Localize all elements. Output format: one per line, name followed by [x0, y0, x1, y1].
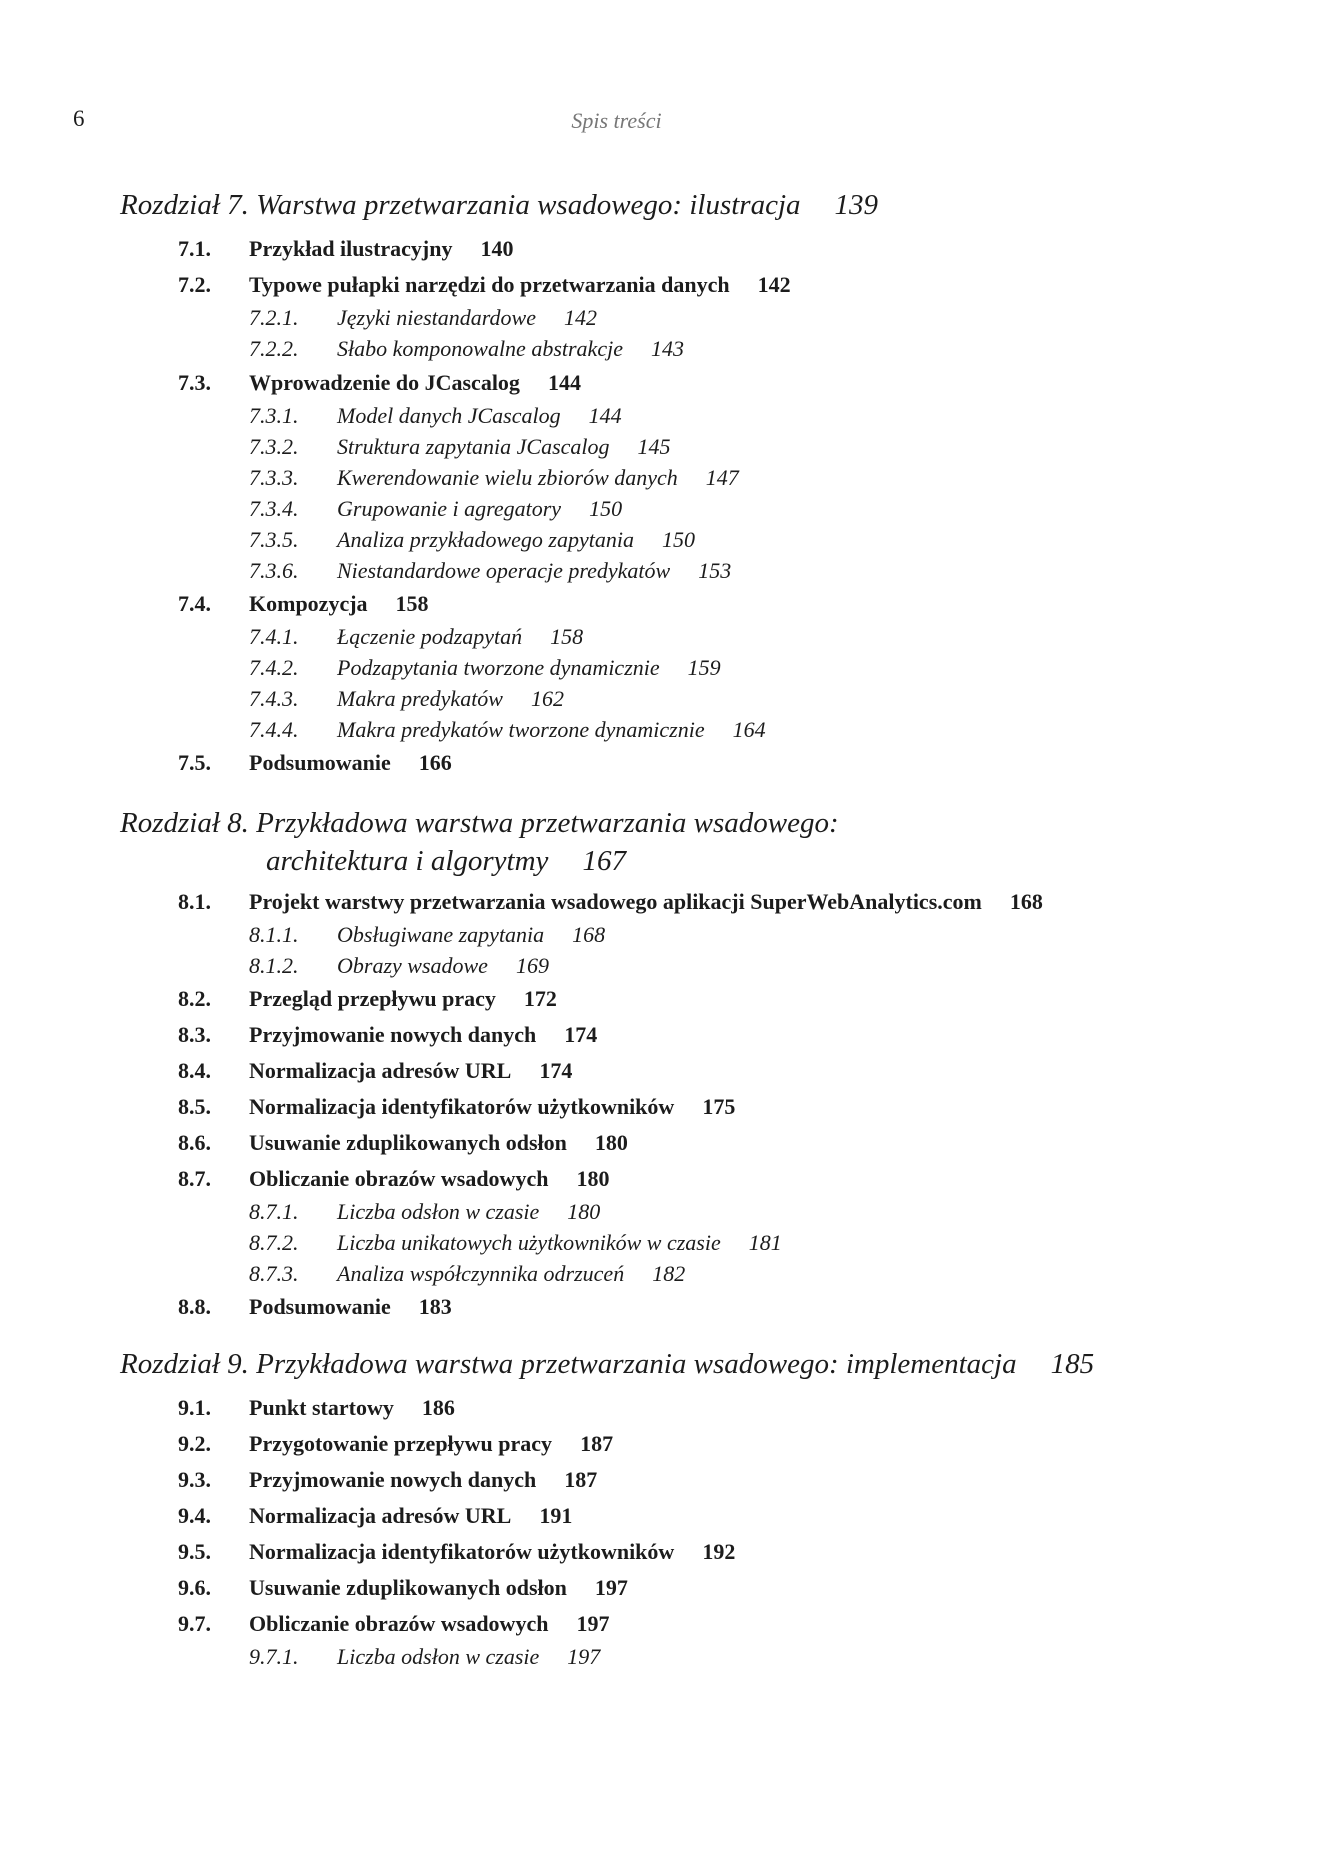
page-number: 6 — [73, 106, 85, 131]
entry-title: Usuwanie zduplikowanych odsłon — [249, 1130, 567, 1155]
entry-number: 7.3.2. — [249, 434, 299, 459]
entry-title: Słabo komponowalne abstrakcje — [337, 336, 623, 361]
entry-number: 7.4.3. — [249, 686, 299, 711]
entry-number: 8.5. — [178, 1094, 211, 1119]
entry-number: 9.2. — [178, 1431, 211, 1456]
entry-title: Kwerendowanie wielu zbiorów danych — [337, 465, 678, 490]
entry-number: 7.2.1. — [249, 305, 299, 330]
entry-page: 180 — [576, 1166, 610, 1191]
entry-title: Model danych JCascalog — [337, 403, 561, 428]
entry-page: 140 — [480, 236, 514, 261]
entry-page: 153 — [698, 558, 732, 583]
toc-entry-7-4-1[interactable] — [249, 623, 583, 651]
entry-title: Obsługiwane zapytania — [337, 922, 545, 947]
toc-entry-8-1-1[interactable] — [249, 921, 605, 949]
entry-title: Przykład ilustracyjny — [249, 236, 453, 261]
entry-title: Liczba unikatowych użytkowników w czasie — [337, 1230, 721, 1255]
toc-entry-8-7-3[interactable] — [249, 1260, 685, 1288]
entry-page: 197 — [576, 1611, 610, 1636]
entry-number: 8.1.2. — [249, 953, 299, 978]
entry-number: 9.5. — [178, 1539, 211, 1564]
entry-title: Liczba odsłon w czasie — [337, 1644, 540, 1669]
chapter-7-heading[interactable] — [120, 186, 878, 224]
entry-title: Obrazy wsadowe — [337, 953, 488, 978]
toc-entry-8-7[interactable] — [178, 1165, 609, 1193]
chapter-page: 139 — [834, 189, 879, 221]
toc-entry-9-1[interactable] — [178, 1394, 455, 1422]
entry-page: 169 — [515, 953, 549, 978]
entry-page: 158 — [550, 624, 584, 649]
toc-entry-7-4-3[interactable] — [249, 685, 564, 713]
entry-title: Przyjmowanie nowych danych — [249, 1022, 537, 1047]
entry-number: 7.2.2. — [249, 336, 299, 361]
entry-number: 7.3.6. — [249, 558, 299, 583]
toc-entry-7-5[interactable] — [178, 749, 452, 777]
entry-page: 159 — [687, 655, 721, 680]
entry-number: 9.7.1. — [249, 1644, 299, 1669]
entry-page: 142 — [563, 305, 597, 330]
entry-title: Niestandardowe operacje predykatów — [337, 558, 671, 583]
entry-number: 8.8. — [178, 1294, 211, 1319]
toc-entry-8-4[interactable] — [178, 1057, 572, 1085]
entry-page: 150 — [661, 527, 695, 552]
entry-title: Normalizacja adresów URL — [249, 1058, 512, 1083]
entry-title: Analiza współczynnika odrzuceń — [337, 1261, 625, 1286]
entry-page: 197 — [567, 1644, 601, 1669]
entry-title: Punkt startowy — [249, 1395, 394, 1420]
entry-number: 8.3. — [178, 1022, 211, 1047]
toc-entry-7-4-4[interactable] — [249, 716, 766, 744]
chapter-page: 185 — [1050, 1348, 1095, 1380]
toc-entry-8-2[interactable] — [178, 985, 557, 1013]
entry-page: 142 — [757, 272, 791, 297]
entry-number: 9.7. — [178, 1611, 211, 1636]
toc-entry-8-7-2[interactable] — [249, 1229, 782, 1257]
toc-entry-9-3[interactable] — [178, 1466, 597, 1494]
toc-entry-9-2[interactable] — [178, 1430, 613, 1458]
toc-entry-7-3-2[interactable] — [249, 433, 671, 461]
entry-title: Makra predykatów tworzone dynamicznie — [337, 717, 705, 742]
entry-number: 7.3.5. — [249, 527, 299, 552]
entry-page: 192 — [702, 1539, 736, 1564]
entry-number: 7.3.1. — [249, 403, 299, 428]
entry-page: 174 — [564, 1022, 598, 1047]
entry-page: 183 — [418, 1294, 452, 1319]
entry-number: 8.4. — [178, 1058, 211, 1083]
entry-title: Przyjmowanie nowych danych — [249, 1467, 537, 1492]
entry-number: 8.7. — [178, 1166, 211, 1191]
entry-page: 144 — [547, 370, 581, 395]
entry-title: Normalizacja identyfikatorów użytkowników — [249, 1094, 675, 1119]
chapter-8-heading[interactable] — [120, 804, 839, 880]
entry-title: Przegląd przepływu pracy — [249, 986, 496, 1011]
entry-number: 7.4.4. — [249, 717, 299, 742]
entry-number: 9.1. — [178, 1395, 211, 1420]
entry-title: Grupowanie i agregatory — [337, 496, 562, 521]
entry-title: Podsumowanie — [249, 1294, 391, 1319]
toc-entry-7-1[interactable] — [178, 235, 514, 263]
entry-number: 9.3. — [178, 1467, 211, 1492]
entry-page: 150 — [589, 496, 623, 521]
toc-entry-8-8[interactable] — [178, 1293, 452, 1321]
entry-page: 174 — [539, 1058, 573, 1083]
toc-entry-7-2-2[interactable] — [249, 335, 684, 363]
entry-page: 186 — [421, 1395, 455, 1420]
toc-entry-7-3-6[interactable] — [249, 557, 731, 585]
toc-entry-8-3[interactable] — [178, 1021, 597, 1049]
toc-entry-7-4[interactable] — [178, 590, 429, 618]
toc-entry-7-3-1[interactable] — [249, 402, 622, 430]
entry-page: 187 — [564, 1467, 598, 1492]
toc-entry-7-3-4[interactable] — [249, 495, 622, 523]
entry-title: Podsumowanie — [249, 750, 391, 775]
entry-number: 7.5. — [178, 750, 211, 775]
entry-number: 8.1.1. — [249, 922, 299, 947]
entry-number: 8.7.2. — [249, 1230, 299, 1255]
chapter-page: 167 — [582, 845, 626, 877]
entry-title: Liczba odsłon w czasie — [337, 1199, 540, 1224]
entry-page: 143 — [650, 336, 684, 361]
toc-entry-9-7[interactable] — [178, 1610, 609, 1638]
entry-title: Podzapytania tworzone dynamicznie — [337, 655, 660, 680]
entry-title: Języki niestandardowe — [337, 305, 536, 330]
entry-page: 182 — [652, 1261, 686, 1286]
toc-entry-7-3[interactable] — [178, 369, 581, 397]
entry-title: Obliczanie obrazów wsadowych — [249, 1611, 549, 1636]
toc-entry-7-2[interactable] — [178, 271, 791, 299]
chapter-title-line1: Rozdział 8. Przykładowa warstwa przetwarzania wsadowego: — [120, 807, 839, 839]
entry-page: 168 — [572, 922, 606, 947]
entry-title: Wprowadzenie do JCascalog — [249, 370, 520, 395]
entry-page: 166 — [418, 750, 452, 775]
entry-title: Makra predykatów — [337, 686, 503, 711]
entry-number: 7.4.1. — [249, 624, 299, 649]
entry-page: 164 — [732, 717, 766, 742]
entry-title: Kompozycja — [249, 591, 368, 616]
chapter-title-line2: architektura i algorytmy — [266, 845, 549, 877]
entry-number: 8.6. — [178, 1130, 211, 1155]
entry-page: 162 — [530, 686, 564, 711]
entry-title: Przygotowanie przepływu pracy — [249, 1431, 553, 1456]
toc-entry-9-7-1[interactable] — [249, 1643, 600, 1671]
toc-entry-9-5[interactable] — [178, 1538, 735, 1566]
entry-number: 7.3. — [178, 370, 211, 395]
entry-page: 187 — [580, 1431, 614, 1456]
entry-title: Normalizacja identyfikatorów użytkowników — [249, 1539, 675, 1564]
entry-page: 180 — [594, 1130, 628, 1155]
entry-number: 9.4. — [178, 1503, 211, 1528]
entry-number: 7.1. — [178, 236, 211, 261]
entry-number: 8.7.1. — [249, 1199, 299, 1224]
toc-entry-7-3-3[interactable] — [249, 464, 739, 492]
entry-title: Łączenie podzapytań — [337, 624, 523, 649]
toc-entry-8-5[interactable] — [178, 1093, 735, 1121]
entry-number: 7.3.4. — [249, 496, 299, 521]
entry-number: 8.2. — [178, 986, 211, 1011]
entry-number: 7.4.2. — [249, 655, 299, 680]
entry-title: Usuwanie zduplikowanych odsłon — [249, 1575, 567, 1600]
entry-page: 144 — [588, 403, 622, 428]
entry-page: 175 — [702, 1094, 736, 1119]
chapter-9-heading[interactable] — [120, 1345, 1094, 1383]
entry-number: 7.3.3. — [249, 465, 299, 490]
entry-number: 8.7.3. — [249, 1261, 299, 1286]
entry-page: 181 — [748, 1230, 782, 1255]
entry-number: 8.1. — [178, 889, 211, 914]
toc-entry-7-4-2[interactable] — [249, 654, 721, 682]
entry-title: Obliczanie obrazów wsadowych — [249, 1166, 549, 1191]
entry-page: 180 — [567, 1199, 601, 1224]
toc-entry-8-6[interactable] — [178, 1129, 628, 1157]
entry-page: 158 — [395, 591, 429, 616]
toc-entry-7-2-1[interactable] — [249, 304, 597, 332]
entry-title: Normalizacja adresów URL — [249, 1503, 512, 1528]
toc-entry-8-1[interactable] — [178, 888, 1043, 916]
chapter-title: Rozdział 7. Warstwa przetwarzania wsadowego: ilustracja — [120, 189, 801, 221]
entry-page: 168 — [1009, 889, 1043, 914]
entry-page: 145 — [637, 434, 671, 459]
entry-page: 197 — [594, 1575, 628, 1600]
entry-number: 7.2. — [178, 272, 211, 297]
entry-title: Projekt warstwy przetwarzania wsadowego aplikacji SuperWebAnalytics.com — [249, 889, 982, 914]
toc-entry-7-3-5[interactable] — [249, 526, 695, 554]
entry-title: Struktura zapytania JCascalog — [337, 434, 610, 459]
toc-entry-8-7-1[interactable] — [249, 1198, 600, 1226]
entry-title: Analiza przykładowego zapytania — [337, 527, 634, 552]
toc-entry-9-6[interactable] — [178, 1574, 628, 1602]
entry-number: 9.6. — [178, 1575, 211, 1600]
entry-page: 172 — [523, 986, 557, 1011]
entry-page: 147 — [705, 465, 739, 490]
entry-number: 7.4. — [178, 591, 211, 616]
toc-entry-9-4[interactable] — [178, 1502, 572, 1530]
toc-entry-8-1-2[interactable] — [249, 952, 549, 980]
entry-page: 191 — [539, 1503, 573, 1528]
chapter-title: Rozdział 9. Przykładowa warstwa przetwarzania wsadowego: implementacja — [120, 1348, 1017, 1380]
entry-title: Typowe pułapki narzędzi do przetwarzania danych — [249, 272, 730, 297]
running-head: Spis treści — [571, 108, 662, 133]
